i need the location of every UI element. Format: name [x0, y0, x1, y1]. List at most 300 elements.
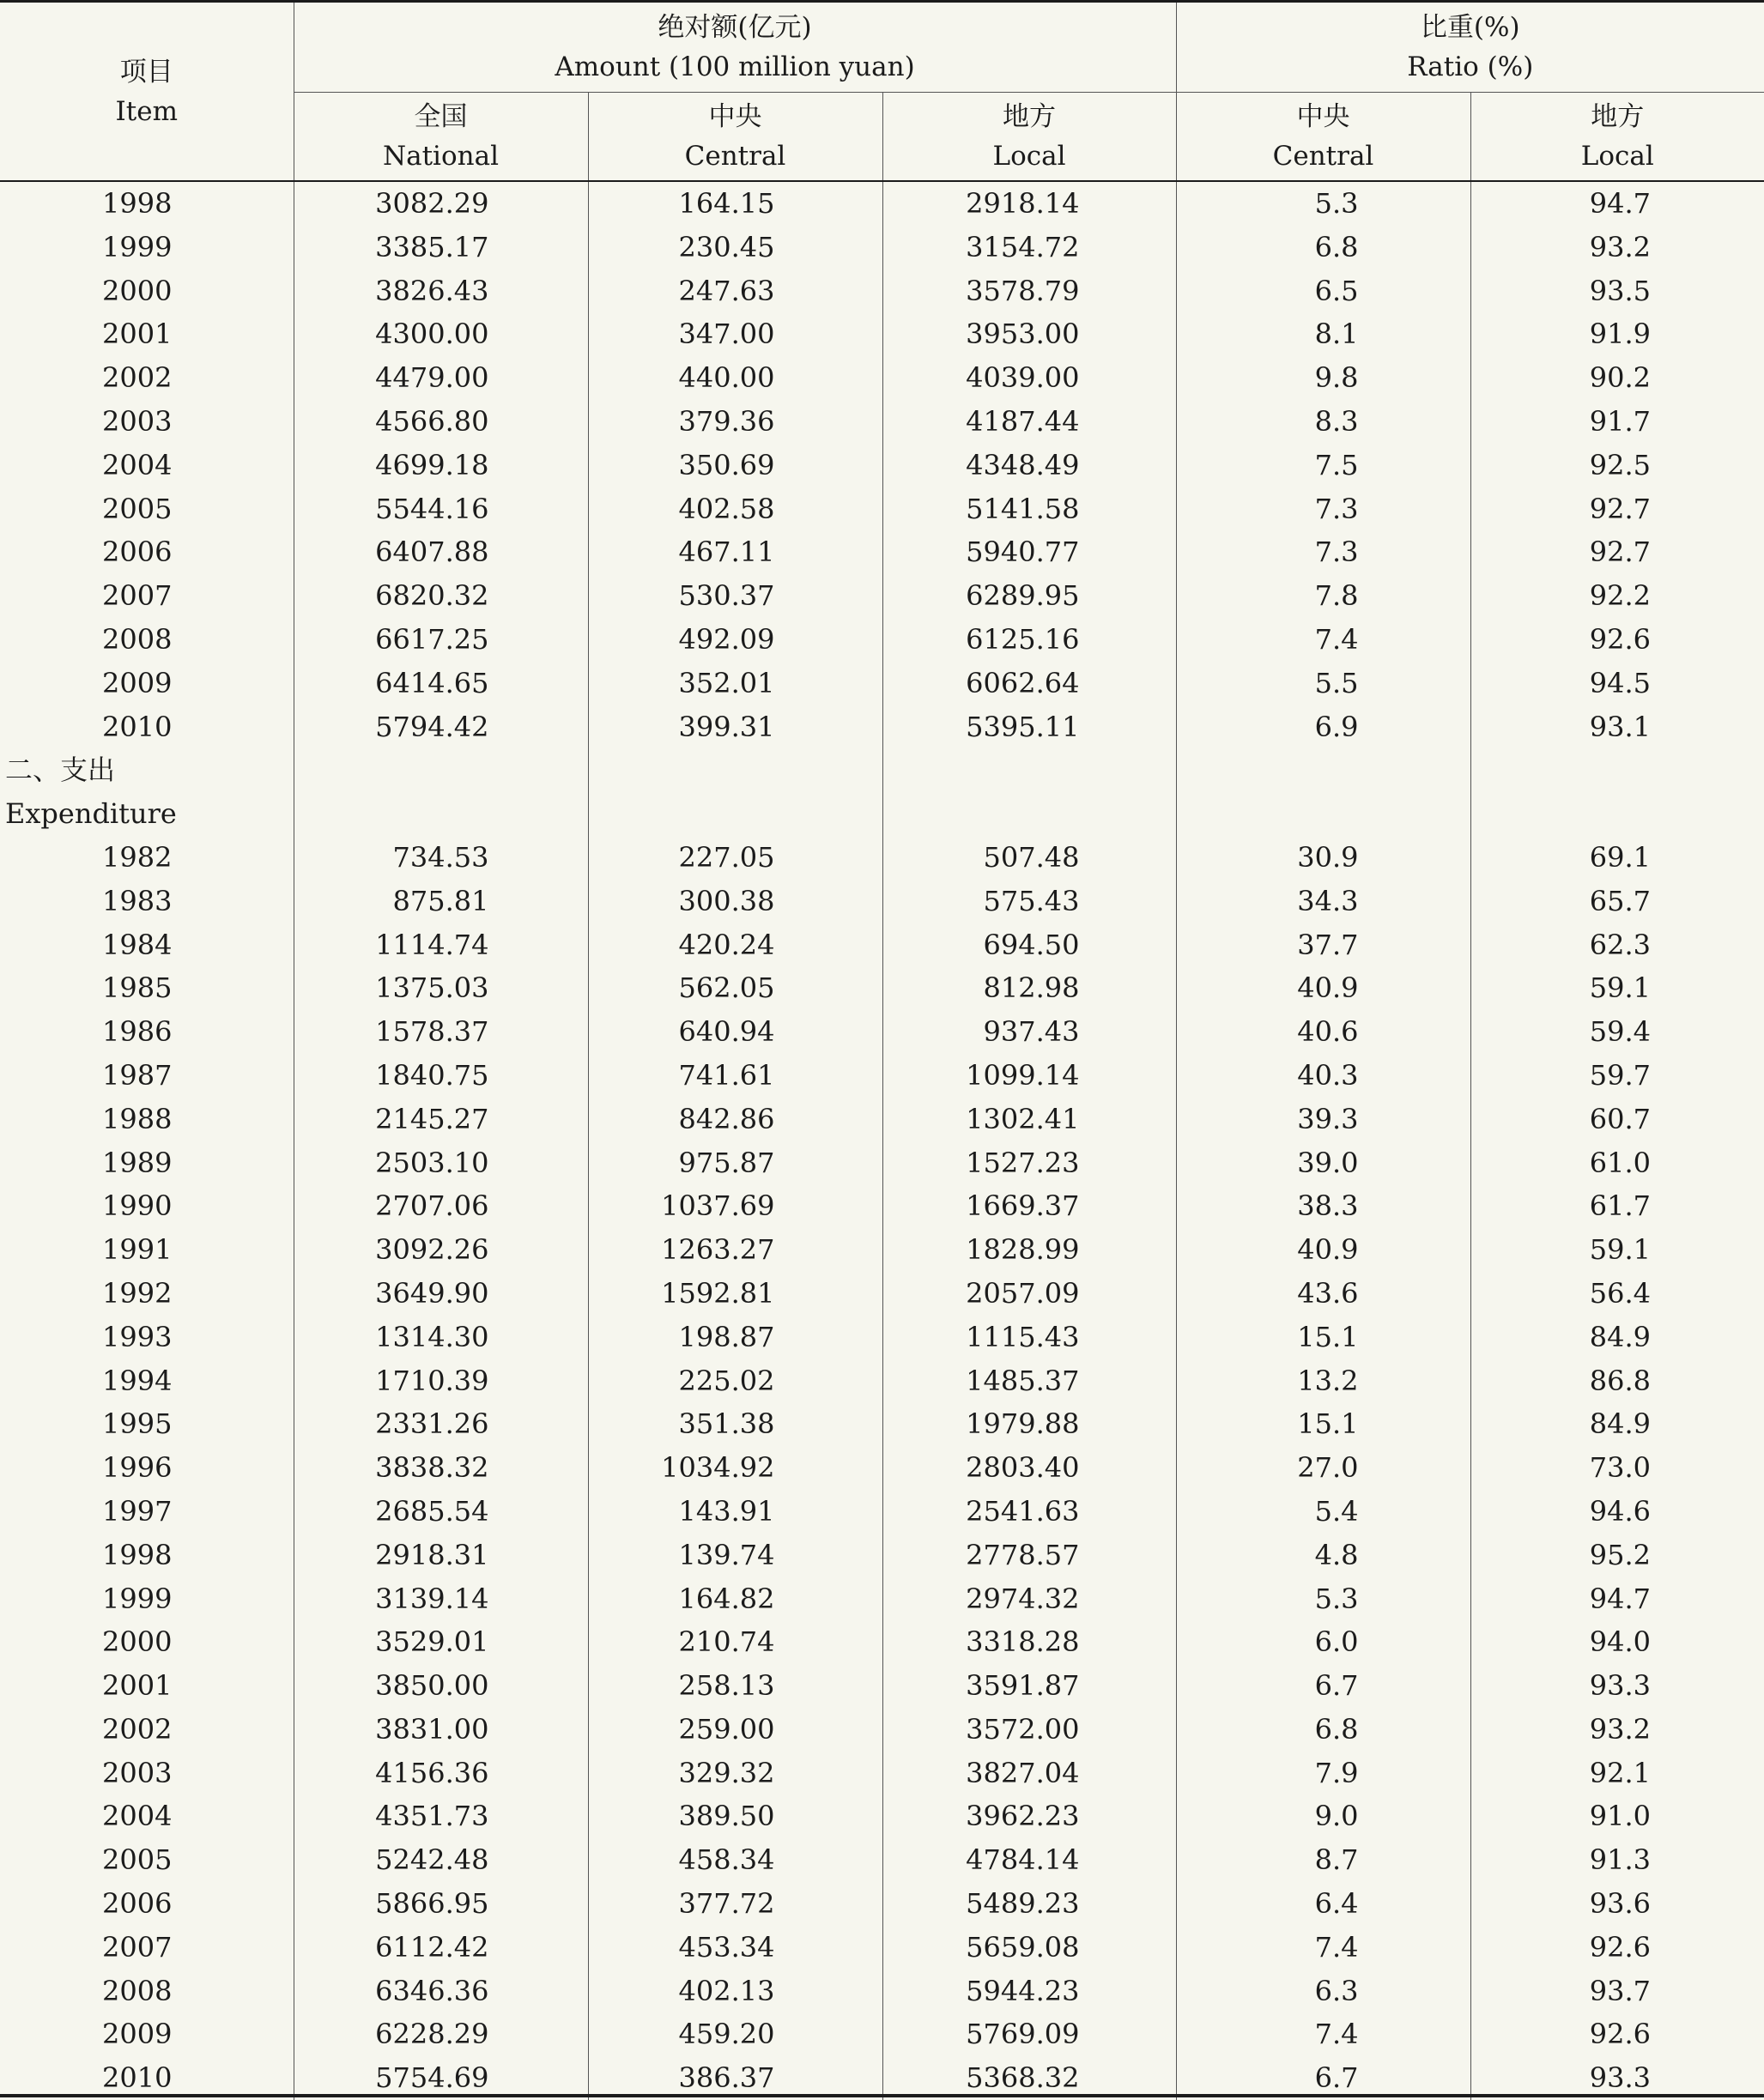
local-ratio-cell: 91.3 [1470, 1838, 1764, 1882]
national-cell: 2503.10 [294, 1141, 588, 1185]
national-cell: 6414.65 [294, 662, 588, 705]
table-row [0, 1534, 1764, 1577]
year-cell: 2005 [0, 487, 294, 531]
year-cell: 2005 [0, 1838, 294, 1882]
year-cell: 2004 [0, 1794, 294, 1838]
central-cell: 258.13 [588, 1664, 882, 1708]
national-header-en: National [294, 136, 588, 176]
central-cell: 139.74 [588, 1534, 882, 1577]
central-ratio-cell: 7.4 [1176, 1926, 1470, 1970]
central-ratio-cell: 6.8 [1176, 226, 1470, 269]
year-cell: 1982 [0, 836, 294, 880]
year-cell: 2007 [0, 1926, 294, 1970]
central-ratio-cell: 7.8 [1176, 574, 1470, 618]
local-cell: 6125.16 [882, 618, 1176, 662]
central-ratio-cell: 40.6 [1176, 1010, 1470, 1054]
national-cell: 2918.31 [294, 1534, 588, 1577]
year-cell: 2004 [0, 444, 294, 487]
item-header-zh: 项目 [0, 52, 294, 92]
central-ratio-cell: 8.1 [1176, 312, 1470, 356]
year-cell: 2006 [0, 1882, 294, 1926]
local-cell: 507.48 [882, 836, 1176, 880]
central-ratio-cell: 5.4 [1176, 1490, 1470, 1534]
local-ratio-cell: 92.2 [1470, 574, 1764, 618]
central-ratio-cell: 6.4 [1176, 1882, 1470, 1926]
year-cell: 2003 [0, 400, 294, 444]
local-ratio-header [1470, 93, 1764, 182]
table-row [0, 1882, 1764, 1926]
local-cell: 1828.99 [882, 1228, 1176, 1272]
local-header-en: Local [883, 136, 1176, 176]
national-cell: 2331.26 [294, 1402, 588, 1446]
central-ratio-cell: 7.3 [1176, 530, 1470, 574]
central-ratio-cell: 6.3 [1176, 1970, 1470, 2013]
central-cell: 329.32 [588, 1752, 882, 1795]
ratio-header-en: Ratio (%) [1177, 47, 1764, 87]
year-cell: 1986 [0, 1010, 294, 1054]
table-row [0, 574, 1764, 618]
national-cell: 3529.01 [294, 1620, 588, 1664]
table-row [0, 1316, 1764, 1359]
central-cell: 1034.92 [588, 1446, 882, 1490]
national-cell: 3092.26 [294, 1228, 588, 1272]
empty-cell [882, 748, 1176, 792]
year-cell: 2007 [0, 574, 294, 618]
central-cell: 1263.27 [588, 1228, 882, 1272]
central-ratio-header-zh: 中央 [1177, 97, 1470, 136]
table-row [0, 530, 1764, 574]
central-cell: 975.87 [588, 1141, 882, 1185]
local-cell: 4039.00 [882, 356, 1176, 400]
table-row [0, 1577, 1764, 1621]
central-cell: 350.69 [588, 444, 882, 487]
table-row [0, 1141, 1764, 1185]
table-row [0, 1794, 1764, 1838]
local-ratio-cell: 93.6 [1470, 1882, 1764, 1926]
local-ratio-cell: 94.0 [1470, 1620, 1764, 1664]
local-ratio-cell: 93.3 [1470, 1664, 1764, 1708]
central-ratio-cell: 5.3 [1176, 181, 1470, 226]
year-cell: 2009 [0, 2012, 294, 2056]
local-cell: 3962.23 [882, 1794, 1176, 1838]
table-row [0, 1970, 1764, 2013]
local-cell: 6062.64 [882, 662, 1176, 705]
central-cell: 227.05 [588, 836, 882, 880]
table-row [0, 1620, 1764, 1664]
local-ratio-cell: 93.7 [1470, 1970, 1764, 2013]
national-cell: 3831.00 [294, 1708, 588, 1752]
central-cell: 562.05 [588, 966, 882, 1010]
national-header-zh: 全国 [294, 97, 588, 136]
local-cell: 694.50 [882, 923, 1176, 967]
ratio-header [1176, 2, 1764, 93]
year-cell: 2000 [0, 1620, 294, 1664]
central-ratio-header-en: Central [1177, 136, 1470, 176]
table-row [0, 2012, 1764, 2056]
year-cell: 2003 [0, 1752, 294, 1795]
empty-cell [588, 792, 882, 836]
table-row [0, 226, 1764, 269]
local-cell: 5368.32 [882, 2056, 1176, 2100]
central-ratio-cell: 8.7 [1176, 1838, 1470, 1882]
central-cell: 530.37 [588, 574, 882, 618]
central-ratio-cell: 7.3 [1176, 487, 1470, 531]
local-ratio-cell: 92.6 [1470, 2012, 1764, 2056]
local-cell: 575.43 [882, 880, 1176, 923]
national-cell: 3850.00 [294, 1664, 588, 1708]
table-row [0, 356, 1764, 400]
national-cell: 3826.43 [294, 269, 588, 313]
local-cell: 5659.08 [882, 1926, 1176, 1970]
year-cell: 1990 [0, 1184, 294, 1228]
table-row [0, 312, 1764, 356]
year-cell: 2001 [0, 312, 294, 356]
local-cell: 1669.37 [882, 1184, 1176, 1228]
table-row [0, 618, 1764, 662]
local-ratio-cell: 92.1 [1470, 1752, 1764, 1795]
local-ratio-cell: 62.3 [1470, 923, 1764, 967]
national-cell: 4566.80 [294, 400, 588, 444]
year-cell: 1995 [0, 1402, 294, 1446]
year-cell: 1983 [0, 880, 294, 923]
local-cell: 1485.37 [882, 1359, 1176, 1403]
local-ratio-header-zh: 地方 [1471, 97, 1764, 136]
local-ratio-cell: 94.7 [1470, 181, 1764, 226]
national-cell: 4479.00 [294, 356, 588, 400]
year-cell: 1999 [0, 226, 294, 269]
table-row [0, 487, 1764, 531]
national-cell: 3385.17 [294, 226, 588, 269]
local-cell: 5769.09 [882, 2012, 1176, 2056]
central-ratio-cell: 6.8 [1176, 1708, 1470, 1752]
table-row [0, 1228, 1764, 1272]
table-row [0, 880, 1764, 923]
amount-header-en: Amount (100 million yuan) [294, 47, 1176, 87]
national-cell: 875.81 [294, 880, 588, 923]
local-ratio-cell: 91.0 [1470, 1794, 1764, 1838]
national-cell: 5754.69 [294, 2056, 588, 2100]
central-cell: 300.38 [588, 880, 882, 923]
table-row [0, 1054, 1764, 1098]
central-ratio-cell: 15.1 [1176, 1316, 1470, 1359]
central-ratio-cell: 34.3 [1176, 880, 1470, 923]
table-row [0, 1184, 1764, 1228]
table-row [0, 1272, 1764, 1316]
local-cell: 3572.00 [882, 1708, 1176, 1752]
local-cell: 4348.49 [882, 444, 1176, 487]
local-cell: 2541.63 [882, 1490, 1176, 1534]
table-row [0, 1010, 1764, 1054]
central-cell: 453.34 [588, 1926, 882, 1970]
central-cell: 164.82 [588, 1577, 882, 1621]
table-row [0, 1664, 1764, 1708]
local-ratio-cell: 61.7 [1470, 1184, 1764, 1228]
table-row [0, 181, 1764, 226]
local-ratio-header-en: Local [1471, 136, 1764, 176]
local-ratio-cell: 69.1 [1470, 836, 1764, 880]
year-cell: 2000 [0, 269, 294, 313]
central-ratio-cell: 43.6 [1176, 1272, 1470, 1316]
central-ratio-cell: 7.4 [1176, 2012, 1470, 2056]
central-ratio-cell: 30.9 [1176, 836, 1470, 880]
local-cell: 3318.28 [882, 1620, 1176, 1664]
central-ratio-cell: 27.0 [1176, 1446, 1470, 1490]
national-header [294, 93, 588, 182]
local-cell: 5395.11 [882, 705, 1176, 749]
central-ratio-cell: 39.0 [1176, 1141, 1470, 1185]
expenditure-section-zh [0, 748, 1764, 792]
local-ratio-cell: 60.7 [1470, 1098, 1764, 1141]
year-cell: 2006 [0, 530, 294, 574]
local-ratio-cell: 84.9 [1470, 1316, 1764, 1359]
expenditure-section-zh-label: 二、支出 [0, 748, 294, 792]
local-ratio-cell: 90.2 [1470, 356, 1764, 400]
national-cell: 6112.42 [294, 1926, 588, 1970]
central-ratio-cell: 15.1 [1176, 1402, 1470, 1446]
national-cell: 1578.37 [294, 1010, 588, 1054]
central-cell: 402.58 [588, 487, 882, 531]
amount-header [294, 2, 1176, 93]
amount-header-zh: 绝对额(亿元) [294, 8, 1176, 47]
local-cell: 937.43 [882, 1010, 1176, 1054]
national-cell: 3838.32 [294, 1446, 588, 1490]
local-cell: 2803.40 [882, 1446, 1176, 1490]
central-ratio-cell: 6.9 [1176, 705, 1470, 749]
local-cell: 4187.44 [882, 400, 1176, 444]
year-cell: 2010 [0, 2056, 294, 2100]
year-cell: 1988 [0, 1098, 294, 1141]
national-cell: 5242.48 [294, 1838, 588, 1882]
central-cell: 467.11 [588, 530, 882, 574]
local-cell: 3591.87 [882, 1664, 1176, 1708]
national-cell: 3082.29 [294, 181, 588, 226]
national-cell: 734.53 [294, 836, 588, 880]
national-cell: 5866.95 [294, 1882, 588, 1926]
table-row [0, 1359, 1764, 1403]
central-cell: 458.34 [588, 1838, 882, 1882]
year-cell: 1987 [0, 1054, 294, 1098]
year-cell: 2008 [0, 1970, 294, 2013]
local-cell: 1979.88 [882, 1402, 1176, 1446]
local-ratio-cell: 73.0 [1470, 1446, 1764, 1490]
year-cell: 1999 [0, 1577, 294, 1621]
local-ratio-cell: 94.5 [1470, 662, 1764, 705]
local-cell: 812.98 [882, 966, 1176, 1010]
local-cell: 2974.32 [882, 1577, 1176, 1621]
year-cell: 1992 [0, 1272, 294, 1316]
central-amount-header [588, 93, 882, 182]
central-cell: 225.02 [588, 1359, 882, 1403]
central-cell: 164.15 [588, 181, 882, 226]
table-row [0, 1490, 1764, 1534]
year-cell: 1991 [0, 1228, 294, 1272]
central-cell: 230.45 [588, 226, 882, 269]
central-header-en: Central [589, 136, 882, 176]
local-ratio-cell: 59.1 [1470, 966, 1764, 1010]
central-ratio-cell: 4.8 [1176, 1534, 1470, 1577]
local-cell: 5489.23 [882, 1882, 1176, 1926]
empty-cell [294, 748, 588, 792]
item-header [0, 2, 294, 182]
local-ratio-cell: 92.5 [1470, 444, 1764, 487]
ratio-header-zh: 比重(%) [1177, 8, 1764, 47]
local-ratio-cell: 93.2 [1470, 1708, 1764, 1752]
central-cell: 459.20 [588, 2012, 882, 2056]
local-ratio-cell: 95.2 [1470, 1534, 1764, 1577]
local-ratio-cell: 92.7 [1470, 530, 1764, 574]
national-cell: 1710.39 [294, 1359, 588, 1403]
central-ratio-cell: 6.5 [1176, 269, 1470, 313]
central-ratio-cell: 7.9 [1176, 1752, 1470, 1795]
national-cell: 2145.27 [294, 1098, 588, 1141]
expenditure-section-en-label: Expenditure [0, 792, 294, 836]
national-cell: 6820.32 [294, 574, 588, 618]
national-cell: 5544.16 [294, 487, 588, 531]
central-ratio-cell: 37.7 [1176, 923, 1470, 967]
year-cell: 1989 [0, 1141, 294, 1185]
national-cell: 2707.06 [294, 1184, 588, 1228]
central-cell: 386.37 [588, 2056, 882, 2100]
central-cell: 492.09 [588, 618, 882, 662]
local-cell: 5940.77 [882, 530, 1176, 574]
local-amount-header [882, 93, 1176, 182]
local-ratio-cell: 65.7 [1470, 880, 1764, 923]
table-row [0, 1708, 1764, 1752]
local-ratio-cell: 91.9 [1470, 312, 1764, 356]
local-ratio-cell: 56.4 [1470, 1272, 1764, 1316]
central-cell: 351.38 [588, 1402, 882, 1446]
table-row [0, 1926, 1764, 1970]
central-ratio-cell: 6.0 [1176, 1620, 1470, 1664]
year-cell: 1994 [0, 1359, 294, 1403]
national-cell: 4300.00 [294, 312, 588, 356]
local-cell: 1115.43 [882, 1316, 1176, 1359]
year-cell: 1984 [0, 923, 294, 967]
central-cell: 259.00 [588, 1708, 882, 1752]
local-ratio-cell: 92.6 [1470, 1926, 1764, 1970]
local-cell: 6289.95 [882, 574, 1176, 618]
local-ratio-cell: 61.0 [1470, 1141, 1764, 1185]
local-cell: 2057.09 [882, 1272, 1176, 1316]
expenditure-section-en [0, 792, 1764, 836]
empty-cell [1176, 748, 1470, 792]
central-ratio-header [1176, 93, 1470, 182]
year-cell: 2010 [0, 705, 294, 749]
central-cell: 377.72 [588, 1882, 882, 1926]
national-cell: 4351.73 [294, 1794, 588, 1838]
local-ratio-cell: 59.7 [1470, 1054, 1764, 1098]
empty-cell [882, 792, 1176, 836]
central-ratio-cell: 40.3 [1176, 1054, 1470, 1098]
national-cell: 5794.42 [294, 705, 588, 749]
local-cell: 2778.57 [882, 1534, 1176, 1577]
national-cell: 1840.75 [294, 1054, 588, 1098]
central-ratio-cell: 7.5 [1176, 444, 1470, 487]
table-row [0, 444, 1764, 487]
table-row [0, 705, 1764, 749]
central-cell: 143.91 [588, 1490, 882, 1534]
local-ratio-cell: 86.8 [1470, 1359, 1764, 1403]
central-cell: 640.94 [588, 1010, 882, 1054]
empty-cell [294, 792, 588, 836]
central-cell: 741.61 [588, 1054, 882, 1098]
national-cell: 6228.29 [294, 2012, 588, 2056]
central-ratio-cell: 7.4 [1176, 618, 1470, 662]
year-cell: 1998 [0, 1534, 294, 1577]
local-ratio-cell: 94.7 [1470, 1577, 1764, 1621]
national-cell: 6346.36 [294, 1970, 588, 2013]
empty-cell [1470, 748, 1764, 792]
year-cell: 1993 [0, 1316, 294, 1359]
table-header [0, 2, 1764, 182]
local-ratio-cell: 94.6 [1470, 1490, 1764, 1534]
local-header-zh: 地方 [883, 97, 1176, 136]
table-row [0, 662, 1764, 705]
year-cell: 2008 [0, 618, 294, 662]
year-cell: 1996 [0, 1446, 294, 1490]
table-row [0, 1838, 1764, 1882]
central-ratio-cell: 39.3 [1176, 1098, 1470, 1141]
central-ratio-cell: 38.3 [1176, 1184, 1470, 1228]
local-cell: 1527.23 [882, 1141, 1176, 1185]
empty-cell [588, 748, 882, 792]
table-row [0, 1402, 1764, 1446]
national-cell: 1114.74 [294, 923, 588, 967]
central-cell: 210.74 [588, 1620, 882, 1664]
table-row [0, 966, 1764, 1010]
central-ratio-cell: 40.9 [1176, 1228, 1470, 1272]
table-row [0, 923, 1764, 967]
central-cell: 1592.81 [588, 1272, 882, 1316]
local-cell: 5944.23 [882, 1970, 1176, 2013]
local-cell: 3154.72 [882, 226, 1176, 269]
year-cell: 1998 [0, 181, 294, 226]
table-row [0, 836, 1764, 880]
table-row [0, 1098, 1764, 1141]
central-cell: 1037.69 [588, 1184, 882, 1228]
item-header-en: Item [0, 92, 294, 131]
central-header-zh: 中央 [589, 97, 882, 136]
central-ratio-cell: 9.8 [1176, 356, 1470, 400]
table-body [0, 181, 1764, 2100]
local-ratio-cell: 92.6 [1470, 618, 1764, 662]
central-ratio-cell: 5.3 [1176, 1577, 1470, 1621]
local-ratio-cell: 59.1 [1470, 1228, 1764, 1272]
national-cell: 1375.03 [294, 966, 588, 1010]
central-cell: 352.01 [588, 662, 882, 705]
local-ratio-cell: 91.7 [1470, 400, 1764, 444]
local-ratio-cell: 93.2 [1470, 226, 1764, 269]
central-ratio-cell: 13.2 [1176, 1359, 1470, 1403]
national-cell: 2685.54 [294, 1490, 588, 1534]
central-cell: 399.31 [588, 705, 882, 749]
central-cell: 440.00 [588, 356, 882, 400]
table-row [0, 269, 1764, 313]
bottom-rule [0, 2094, 1764, 2097]
local-cell: 3953.00 [882, 312, 1176, 356]
local-cell: 3827.04 [882, 1752, 1176, 1795]
local-ratio-cell: 93.5 [1470, 269, 1764, 313]
central-cell: 420.24 [588, 923, 882, 967]
central-ratio-cell: 9.0 [1176, 1794, 1470, 1838]
central-cell: 402.13 [588, 1970, 882, 2013]
table-row [0, 1752, 1764, 1795]
national-cell: 6407.88 [294, 530, 588, 574]
national-cell: 1314.30 [294, 1316, 588, 1359]
local-ratio-cell: 93.3 [1470, 2056, 1764, 2100]
empty-cell [1470, 792, 1764, 836]
national-cell: 3649.90 [294, 1272, 588, 1316]
